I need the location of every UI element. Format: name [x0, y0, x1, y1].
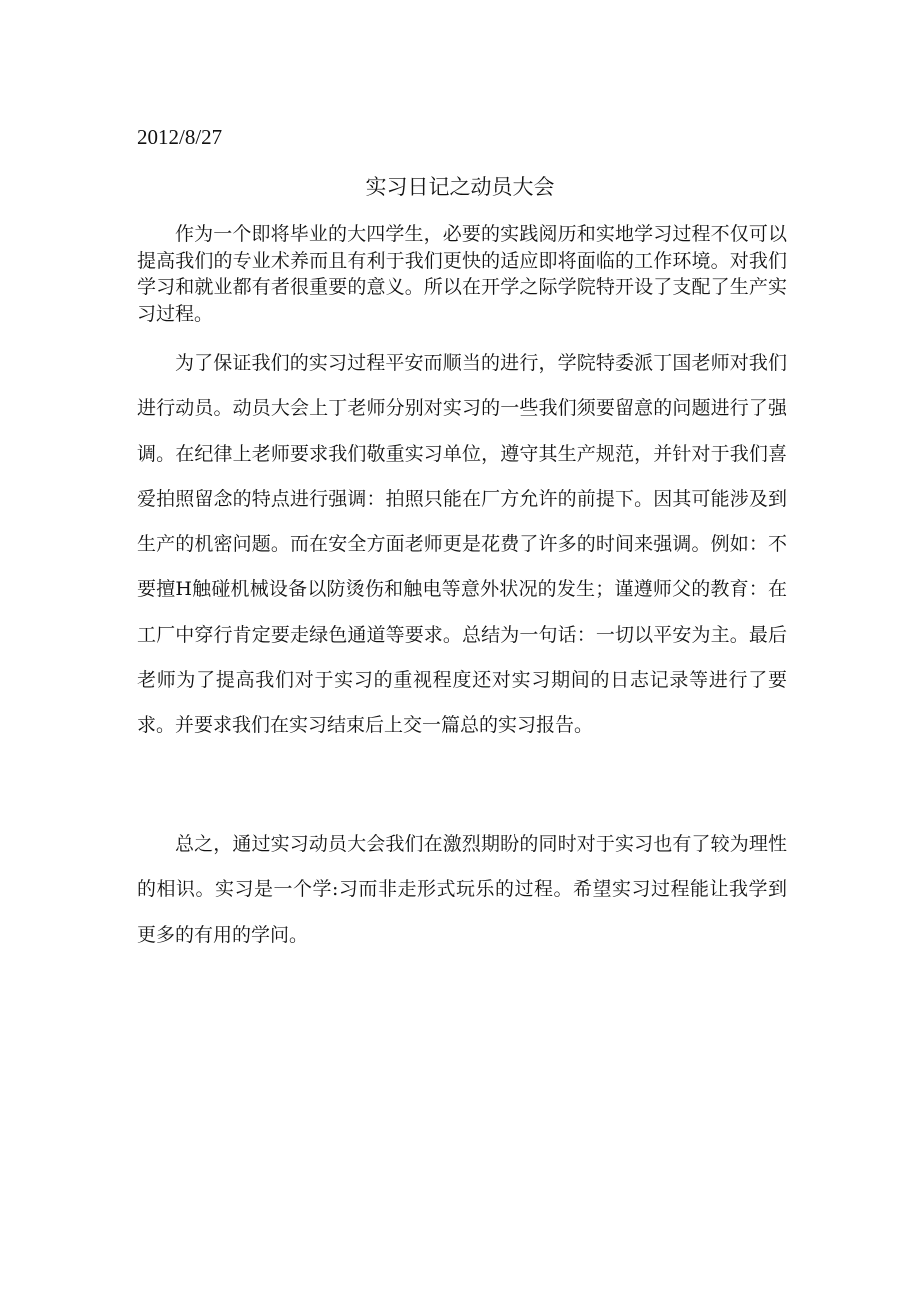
paragraph-1: 作为一个即将毕业的大四学生，必要的实践阅历和实地学习过程不仅可以提高我们的专业术养而且有利于我们更快的适应即将面临的工作环境。对我们学习和就业都有者很重要的意义。所以在开学之际学院特开设了支配了生产实习过程。	[137, 223, 787, 325]
paragraph-2: 为了保证我们的实习过程平安而顺当的进行，学院特委派丁国老师对我们进行动员。动员大会上丁老师分别对实习的一些我们须要留意的问题进行了强调。在纪律上老师要求我们敬重实习单位，遵守其生产规范，并针对于我们喜爱拍照留念的特点进行强调：拍照只能在厂方允许的前提下。因其可能涉及到生产的机密问题。而在安全方面老师更是花费了许多的时间来强调。例如：不要擅H触碰机械设备以防烫伤和触电等意外状况的发生；谨遵师父的教育：在工厂中穿行肯定要走绿色通道等要求。总结为一句话：一切以平安为主。最后老师为了提高我们对于实习的重视程度还对实习期间的日志记录等进行了要求。并要求我们在实习结束后上交一篇总的实习报告。	[137, 352, 787, 737]
document-title: 实习日记之动员大会	[365, 175, 555, 199]
document-date: 2012/8/27	[137, 125, 223, 149]
paragraph-3: 总之，通过实习动员大会我们在激烈期盼的同时对于实习也有了较为理性的相识。实习是一个学:习而非走形式玩乐的过程。希望实习过程能让我学到更多的有用的学问。	[137, 833, 787, 946]
